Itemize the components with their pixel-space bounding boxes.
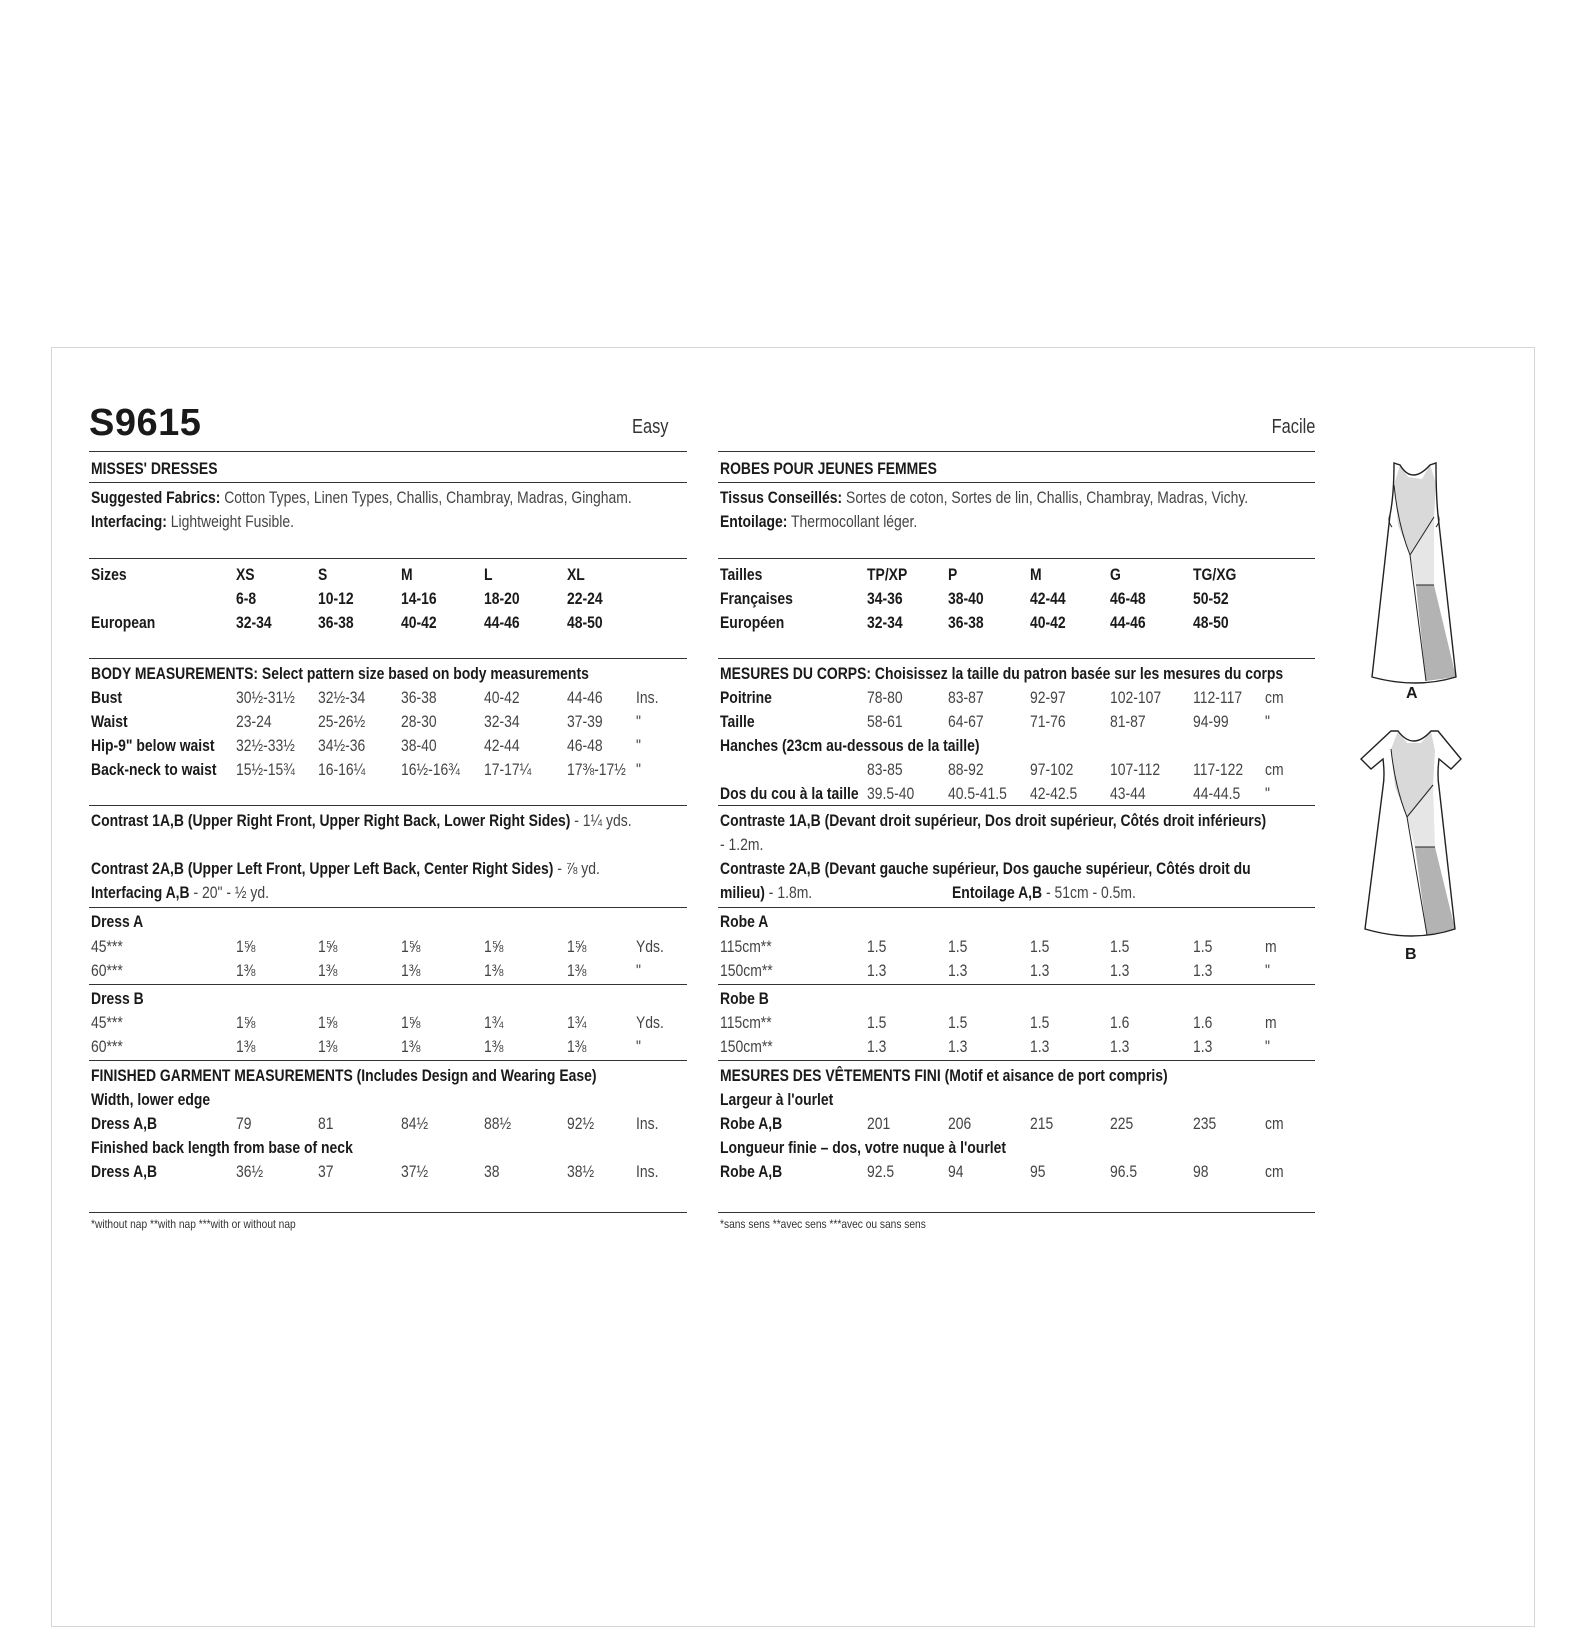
table-cell: 1⅝ — [236, 1013, 256, 1032]
table-cell: 1⅜ — [567, 961, 587, 980]
contrast-2-label: Contraste 2A,B (Devant gauche supérieur, Dos gauche supérieur, Côtés droit du — [720, 859, 1251, 878]
table-cell: 1⅜ — [484, 961, 504, 980]
table-cell: 1⅝ — [318, 937, 338, 956]
divider — [718, 805, 1315, 806]
contrast-1-line — [91, 811, 632, 831]
fabrics-line — [91, 488, 632, 508]
row-label: Dress A,B — [91, 1114, 158, 1133]
table-cell: 40-42 — [1030, 613, 1066, 632]
table-cell: 83-85 — [867, 760, 903, 779]
row-label: Robe A,B — [720, 1114, 783, 1133]
dress-b-title: Dress B — [91, 989, 144, 1008]
table-cell: M — [1030, 565, 1042, 584]
table-cell: 1⅜ — [236, 961, 256, 980]
table-cell: 18-20 — [484, 589, 520, 608]
divider — [89, 482, 687, 483]
table-cell: TP/XP — [867, 565, 908, 584]
table-cell: L — [484, 565, 493, 584]
table-cell: Ins. — [636, 1114, 659, 1133]
table-cell: 10-12 — [318, 589, 354, 608]
table-cell: cm — [1265, 760, 1284, 779]
table-cell: 1.3 — [1193, 961, 1213, 980]
table-cell: 1.5 — [867, 1013, 887, 1032]
length-label: Longueur finie – dos, votre nuque à l'ourlet — [720, 1138, 1007, 1157]
row-label: Hip-9" below waist — [91, 736, 215, 755]
table-cell: 83-87 — [948, 688, 984, 707]
table-cell: 38-40 — [948, 589, 984, 608]
body-measurements-heading — [91, 664, 589, 684]
table-cell: 81 — [318, 1114, 334, 1133]
row-label: 60*** — [91, 1037, 123, 1056]
row-label: Taille — [720, 712, 755, 731]
table-cell: 1.5 — [948, 937, 968, 956]
contrast-1-value: - 1.2m. — [720, 835, 764, 854]
table-cell: 1.5 — [1110, 937, 1130, 956]
table-cell: 1¾ — [484, 1013, 504, 1032]
width-label: Width, lower edge — [91, 1090, 211, 1109]
body-measurements-subtitle: Select pattern size based on body measurements — [258, 664, 589, 683]
interfacing-ab-line — [91, 883, 269, 903]
interfacing-label: Interfacing: — [91, 512, 167, 531]
table-cell: cm — [1265, 1114, 1284, 1133]
divider — [89, 451, 687, 452]
table-cell: " — [636, 1037, 641, 1056]
table-cell: 43-44 — [1110, 784, 1146, 803]
table-cell: 92.5 — [867, 1162, 895, 1181]
dress-a-title: Robe A — [720, 912, 769, 931]
table-cell: 112-117 — [1193, 688, 1243, 707]
table-cell: 92-97 — [1030, 688, 1066, 707]
table-cell: 92½ — [567, 1114, 595, 1133]
table-cell: 15½-15¾ — [236, 760, 295, 779]
body-measurements-title: MESURES DU CORPS: — [720, 664, 872, 683]
table-cell: 81-87 — [1110, 712, 1146, 731]
table-cell: 1⅜ — [236, 1037, 256, 1056]
row-label: Tailles — [720, 565, 763, 584]
table-cell: 1⅝ — [318, 1013, 338, 1032]
contrast-1-value: - 1¼ yds. — [570, 811, 632, 830]
table-cell: XL — [567, 565, 585, 584]
contrast-2-cont: milieu) — [720, 883, 765, 902]
hip-label: Hanches (23cm au-dessous de la taille) — [720, 736, 980, 755]
table-cell: m — [1265, 1013, 1277, 1032]
table-cell: 225 — [1110, 1114, 1134, 1133]
fabrics-label: Suggested Fabrics: — [91, 488, 221, 507]
interfacing-value: Thermocollant léger. — [787, 512, 918, 531]
table-cell: 215 — [1030, 1114, 1054, 1133]
table-cell: 1.5 — [1030, 937, 1050, 956]
dress-a-title: Dress A — [91, 912, 144, 931]
table-cell: 98 — [1193, 1162, 1209, 1181]
dress-b-illustration — [1343, 725, 1483, 955]
table-cell: 1.3 — [867, 1037, 887, 1056]
table-cell: 44-44.5 — [1193, 784, 1241, 803]
row-label: Européen — [720, 613, 785, 632]
table-cell: 1.5 — [1030, 1013, 1050, 1032]
table-cell: 117-122 — [1193, 760, 1244, 779]
table-cell: 32½-34 — [318, 688, 366, 707]
table-cell: 1⅝ — [401, 937, 421, 956]
table-cell: 50-52 — [1193, 589, 1229, 608]
table-cell: 1.3 — [948, 961, 968, 980]
divider — [89, 1060, 687, 1061]
fabrics-value: Sortes de coton, Sortes de lin, Challis, Chambray, Madras, Vichy. — [842, 488, 1249, 507]
table-cell: 102-107 — [1110, 688, 1162, 707]
table-cell: " — [636, 961, 641, 980]
table-cell: " — [1265, 961, 1270, 980]
divider — [718, 984, 1315, 985]
contrast-2-value: - 1.8m. — [764, 883, 813, 902]
table-cell: 1.3 — [1193, 1037, 1213, 1056]
table-cell: Yds. — [636, 1013, 664, 1032]
table-cell: 37-39 — [567, 712, 603, 731]
table-cell: 34½-36 — [318, 736, 366, 755]
table-cell: 84½ — [401, 1114, 429, 1133]
table-cell: " — [636, 736, 641, 755]
pattern-code: S9615 — [89, 402, 202, 444]
table-cell: 44-46 — [567, 688, 603, 707]
table-cell: Ins. — [636, 688, 659, 707]
table-cell: 37½ — [401, 1162, 429, 1181]
finished-measurements-title: FINISHED GARMENT MEASUREMENTS (Includes Design and Wearing Ease) — [91, 1066, 597, 1085]
contrast-2-label: Contrast 2A,B (Upper Left Front, Upper Left Back, Center Right Sides) — [91, 859, 554, 878]
table-cell: 64-67 — [948, 712, 984, 731]
table-cell: 37 — [318, 1162, 334, 1181]
body-measurements-subtitle: Choisissez la taille du patron basée sur les mesures du corps — [871, 664, 1284, 683]
table-cell: G — [1110, 565, 1121, 584]
table-cell: 42-44 — [484, 736, 520, 755]
footnote: *without nap **with nap ***with or without nap — [91, 1217, 296, 1231]
dress-a-illustration — [1350, 455, 1480, 695]
table-cell: 34-36 — [867, 589, 903, 608]
table-cell: 1.6 — [1110, 1013, 1130, 1032]
contrast-1-label: Contraste 1A,B (Devant droit supérieur, Dos droit supérieur, Côtés droit inférieurs) — [720, 811, 1267, 830]
table-cell: 48-50 — [1193, 613, 1229, 632]
row-label: 60*** — [91, 961, 123, 980]
row-label: 115cm** — [720, 1013, 772, 1032]
table-cell: 1.3 — [1030, 961, 1050, 980]
table-cell: 88-92 — [948, 760, 984, 779]
table-cell: " — [1265, 712, 1270, 731]
row-label: 45*** — [91, 937, 123, 956]
table-cell: " — [636, 760, 641, 779]
table-cell: 32-34 — [484, 712, 520, 731]
table-cell: 97-102 — [1030, 760, 1074, 779]
table-cell: 32-34 — [867, 613, 903, 632]
pattern-envelope-back — [51, 347, 1535, 1627]
contrast-1-label: Contrast 1A,B (Upper Right Front, Upper Right Back, Lower Right Sides) — [91, 811, 571, 830]
dress-a-panel-lower — [1416, 585, 1456, 681]
table-cell: 1.3 — [1110, 961, 1130, 980]
table-cell: M — [401, 565, 413, 584]
interfacing-ab-label: Interfacing A,B — [91, 883, 190, 902]
table-cell: 1⅝ — [236, 937, 256, 956]
table-cell: 1.5 — [948, 1013, 968, 1032]
table-cell: 1¾ — [567, 1013, 587, 1032]
difficulty-en: Easy — [631, 416, 668, 438]
table-cell: 6-8 — [236, 589, 257, 608]
row-label: Poitrine — [720, 688, 772, 707]
table-cell: 1.6 — [1193, 1013, 1213, 1032]
table-cell: 44-46 — [1110, 613, 1146, 632]
table-cell: 48-50 — [567, 613, 603, 632]
table-cell: cm — [1265, 688, 1284, 707]
table-cell: 46-48 — [567, 736, 603, 755]
table-cell: 16½-16¾ — [401, 760, 460, 779]
table-cell: 1⅝ — [484, 937, 504, 956]
divider — [718, 451, 1315, 452]
divider — [89, 1212, 687, 1213]
table-cell: 23-24 — [236, 712, 272, 731]
table-cell: " — [1265, 784, 1270, 803]
interfacing-ab-value: - 51cm - 0.5m. — [1042, 883, 1136, 902]
table-cell: " — [636, 712, 641, 731]
table-cell: 96.5 — [1110, 1162, 1138, 1181]
table-cell: 1.3 — [1110, 1037, 1130, 1056]
contrast-2-line — [720, 883, 812, 903]
fabrics-line — [720, 488, 1248, 508]
dress-b-panel-lower — [1415, 847, 1455, 935]
divider — [89, 907, 687, 908]
table-cell: " — [1265, 1037, 1270, 1056]
interfacing-ab-label: Entoilage A,B — [952, 883, 1043, 902]
table-cell: 1⅜ — [567, 1037, 587, 1056]
row-label: Françaises — [720, 589, 793, 608]
table-cell: 1.5 — [1193, 937, 1213, 956]
table-cell: Yds. — [636, 937, 664, 956]
table-cell: 32½-33½ — [236, 736, 295, 755]
table-cell: 79 — [236, 1114, 252, 1133]
table-cell: 42-42.5 — [1030, 784, 1078, 803]
table-cell: 1.3 — [867, 961, 887, 980]
row-label: Sizes — [91, 565, 127, 584]
dress-b-title: Robe B — [720, 989, 769, 1008]
interfacing-value: Lightweight Fusible. — [166, 512, 294, 531]
table-cell: 78-80 — [867, 688, 903, 707]
divider — [718, 558, 1315, 559]
row-label: Robe A,B — [720, 1162, 783, 1181]
table-cell: 38-40 — [401, 736, 437, 755]
table-cell: XS — [236, 565, 255, 584]
figure-label-b: B — [1405, 946, 1417, 963]
divider — [718, 658, 1315, 659]
figure-label-a: A — [1406, 685, 1418, 702]
table-cell: 206 — [948, 1114, 972, 1133]
row-label: 150cm** — [720, 1037, 773, 1056]
table-cell: 39.5-40 — [867, 784, 915, 803]
table-cell: 36½ — [236, 1162, 264, 1181]
interfacing-line — [91, 512, 294, 532]
divider — [718, 907, 1315, 908]
table-cell: 58-61 — [867, 712, 903, 731]
row-label: Dos du cou à la taille — [720, 784, 859, 803]
body-measurements-heading — [720, 664, 1283, 684]
table-cell: 235 — [1193, 1114, 1217, 1133]
divider — [89, 558, 687, 559]
table-cell: 88½ — [484, 1114, 512, 1133]
table-cell: 22-24 — [567, 589, 603, 608]
table-cell: 1⅜ — [318, 1037, 338, 1056]
table-cell: 46-48 — [1110, 589, 1146, 608]
interfacing-ab-line — [952, 883, 1136, 903]
table-cell: S — [318, 565, 328, 584]
divider — [89, 805, 687, 806]
row-label: European — [91, 613, 156, 632]
contrast-2-value: - ⅞ yd. — [553, 859, 600, 878]
table-cell: Ins. — [636, 1162, 659, 1181]
interfacing-ab-value: - 20" - ½ yd. — [189, 883, 269, 902]
table-cell: 32-34 — [236, 613, 272, 632]
table-cell: 25-26½ — [318, 712, 366, 731]
table-cell: 36-38 — [318, 613, 354, 632]
row-label: Bust — [91, 688, 122, 707]
table-cell: 42-44 — [1030, 589, 1066, 608]
row-label: Dress A,B — [91, 1162, 158, 1181]
fabrics-label: Tissus Conseillés: — [720, 488, 843, 507]
table-cell: 14-16 — [401, 589, 437, 608]
divider — [718, 1060, 1315, 1061]
table-cell: TG/XG — [1193, 565, 1237, 584]
table-cell: 40-42 — [484, 688, 520, 707]
fabrics-value: Cotton Types, Linen Types, Challis, Chambray, Madras, Gingham. — [220, 488, 632, 507]
table-cell: 40-42 — [401, 613, 437, 632]
table-cell: 38 — [484, 1162, 500, 1181]
table-cell: 40.5-41.5 — [948, 784, 1007, 803]
table-cell: 1⅜ — [484, 1037, 504, 1056]
table-cell: 71-76 — [1030, 712, 1066, 731]
table-cell: P — [948, 565, 958, 584]
table-cell: 94 — [948, 1162, 964, 1181]
table-cell: 95 — [1030, 1162, 1046, 1181]
row-label: 150cm** — [720, 961, 773, 980]
table-cell: 1⅜ — [401, 1037, 421, 1056]
table-cell: 28-30 — [401, 712, 437, 731]
table-cell: 38½ — [567, 1162, 595, 1181]
row-label: 45*** — [91, 1013, 123, 1032]
table-cell: 201 — [867, 1114, 891, 1133]
divider — [89, 658, 687, 659]
divider — [718, 1212, 1315, 1213]
footnote: *sans sens **avec sens ***avec ou sans sens — [720, 1217, 926, 1231]
table-cell: 1⅜ — [318, 961, 338, 980]
interfacing-label: Entoilage: — [720, 512, 788, 531]
table-cell: 44-46 — [484, 613, 520, 632]
divider — [89, 984, 687, 985]
table-cell: 1⅝ — [567, 937, 587, 956]
table-cell: cm — [1265, 1162, 1284, 1181]
table-cell: 30½-31½ — [236, 688, 295, 707]
table-cell: 1.5 — [867, 937, 887, 956]
length-label: Finished back length from base of neck — [91, 1138, 353, 1157]
row-label: Back-neck to waist — [91, 760, 217, 779]
width-label: Largeur à l'ourlet — [720, 1090, 834, 1109]
product-title: MISSES' DRESSES — [91, 459, 218, 478]
table-cell: 107-112 — [1110, 760, 1161, 779]
row-label: 115cm** — [720, 937, 772, 956]
table-cell: 1.3 — [948, 1037, 968, 1056]
table-cell: 36-38 — [401, 688, 437, 707]
table-cell: 1.3 — [1030, 1037, 1050, 1056]
table-cell: 94-99 — [1193, 712, 1229, 731]
finished-measurements-title: MESURES DES VÊTEMENTS FINI (Motif et aisance de port compris) — [720, 1066, 1168, 1085]
table-cell: 16-16¼ — [318, 760, 366, 779]
interfacing-line — [720, 512, 917, 532]
product-title: ROBES POUR JEUNES FEMMES — [720, 459, 937, 478]
row-label: Waist — [91, 712, 128, 731]
table-cell: 1⅝ — [401, 1013, 421, 1032]
table-cell: m — [1265, 937, 1277, 956]
table-cell: 1⅜ — [401, 961, 421, 980]
table-cell: 17⅜-17½ — [567, 760, 626, 779]
contrast-2-line — [91, 859, 600, 879]
divider — [718, 482, 1315, 483]
table-cell: 17-17¼ — [484, 760, 532, 779]
table-cell: 36-38 — [948, 613, 984, 632]
difficulty-fr: Facile — [1271, 416, 1315, 438]
body-measurements-title: BODY MEASUREMENTS: — [91, 664, 259, 683]
